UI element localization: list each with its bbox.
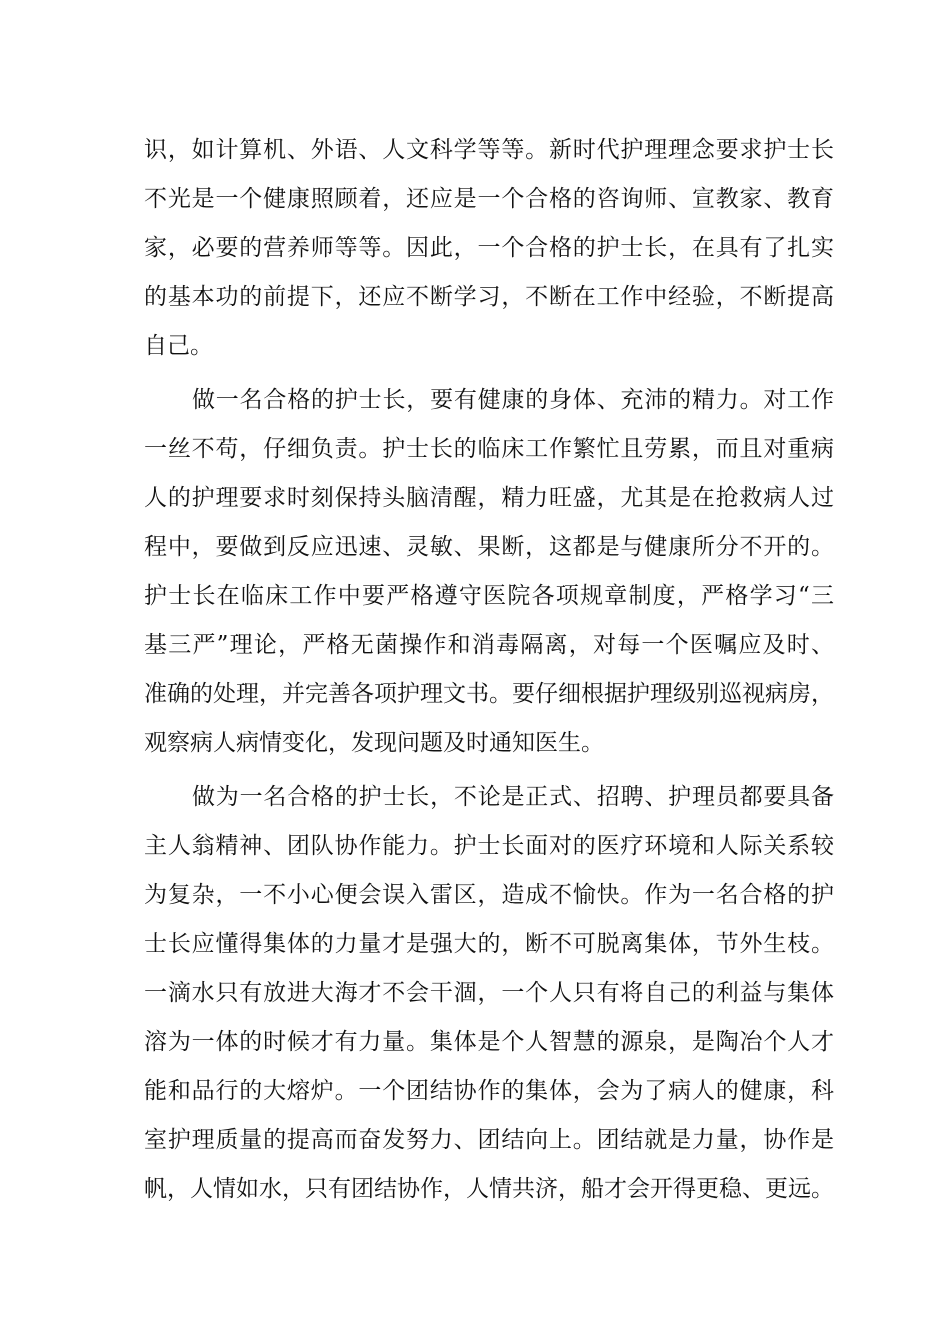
paragraph-3-line-9: 帆，人情如水，只有团结协作，人情共济，船才会开得更稳、更远。 <box>144 1176 834 1202</box>
paragraph-2-line-8: 观察病人病情变化，发现问题及时通知医生。 <box>144 730 604 756</box>
paragraph-3-line-1: 做为一名合格的护士长，不论是正式、招聘、护理员都要具备 <box>192 784 834 810</box>
paragraph-3-line-4: 士长应懂得集体的力量才是强大的，断不可脱离集体，节外生枝。 <box>144 931 834 957</box>
paragraph-1-line-4: 的基本功的前提下，还应不断学习，不断在工作中经验，不断提高 <box>144 284 834 310</box>
paragraph-3-line-3: 为复杂，一不小心便会误入雷区，造成不愉快。作为一名合格的护 <box>144 882 834 908</box>
paragraph-1-line-2: 不光是一个健康照顾着，还应是一个合格的咨询师、宣教家、教育 <box>144 186 834 212</box>
paragraph-1-line-1: 识，如计算机、外语、人文科学等等。新时代护理理念要求护士长 <box>144 137 834 163</box>
paragraph-1-line-5: 自己。 <box>144 333 213 359</box>
paragraph-2-line-2: 一丝不苟，仔细负责。护士长的临床工作繁忙且劳累，而且对重病 <box>144 436 834 462</box>
paragraph-2-line-1: 做一名合格的护士长，要有健康的身体、充沛的精力。对工作 <box>192 387 834 413</box>
paragraph-2-line-7: 准确的处理，并完善各项护理文书。要仔细根据护理级别巡视病房， <box>144 681 834 707</box>
paragraph-3-line-8: 室护理质量的提高而奋发努力、团结向上。团结就是力量，协作是 <box>144 1127 834 1153</box>
paragraph-3-line-2: 主人翁精神、团队协作能力。护士长面对的医疗环境和人际关系较 <box>144 833 834 859</box>
paragraph-2-line-5: 护士长在临床工作中要严格遵守医院各项规章制度，严格学习“三 <box>144 583 834 609</box>
paragraph-2-line-6: 基三严”理论，严格无菌操作和消毒隔离，对每一个医嘱应及时、 <box>144 632 834 658</box>
paragraph-2-line-4: 程中，要做到反应迅速、灵敏、果断，这都是与健康所分不开的。 <box>144 534 834 560</box>
paragraph-3-line-7: 能和品行的大熔炉。一个团结协作的集体，会为了病人的健康，科 <box>144 1078 834 1104</box>
paragraph-1-line-3: 家，必要的营养师等等。因此，一个合格的护士长，在具有了扎实 <box>144 235 834 261</box>
paragraph-3-line-6: 溶为一体的时候才有力量。集体是个人智慧的源泉，是陶冶个人才 <box>144 1029 834 1055</box>
paragraph-2-line-3: 人的护理要求时刻保持头脑清醒，精力旺盛，尤其是在抢救病人过 <box>144 485 834 511</box>
paragraph-3-line-5: 一滴水只有放进大海才不会干涸，一个人只有将自己的利益与集体 <box>144 980 834 1006</box>
